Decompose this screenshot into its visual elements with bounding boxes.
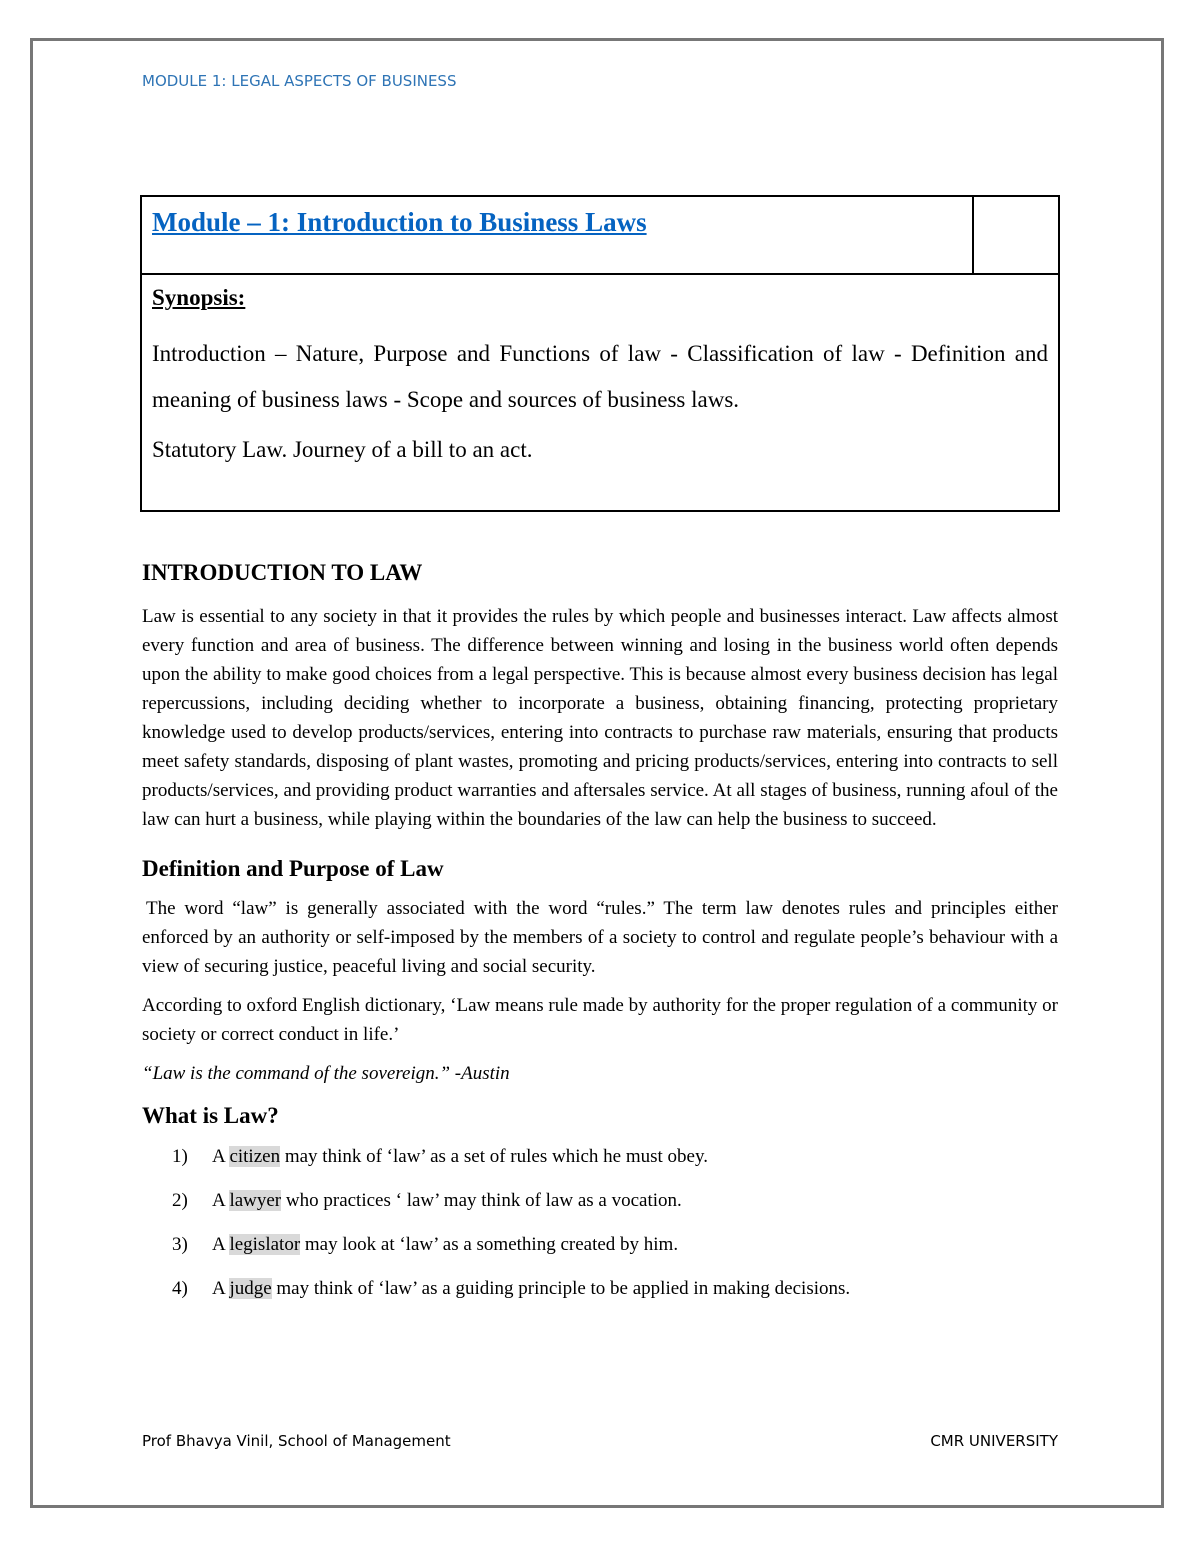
law-list — [142, 1143, 1058, 1303]
page-header: MODULE 1: LEGAL ASPECTS OF BUSINESS — [142, 72, 457, 90]
synopsis-body — [142, 275, 1058, 463]
footer-author: Prof Bhavya Vinil, School of Management — [142, 1432, 451, 1450]
list-item: 1) A citizen may think of ‘law’ as a set of rules which he must obey. — [172, 1146, 708, 1167]
page-footer — [142, 1432, 1058, 1450]
synopsis-label: Synopsis: — [152, 285, 246, 310]
box-title-row — [142, 197, 1058, 275]
definition-heading: Definition and Purpose of Law — [142, 856, 444, 881]
main-content — [142, 560, 1058, 1319]
intro-heading: INTRODUCTION TO LAW — [142, 560, 423, 585]
footer-university: CMR UNIVERSITY — [930, 1432, 1058, 1450]
synopsis-text: Introduction – Nature, Purpose and Functions of law - Classification of law - Definition and meaning of business laws - Scope and sources of business laws. — [152, 341, 1048, 412]
highlighted-term: citizen — [229, 1146, 281, 1167]
module-title: Module – 1: Introduction to Business Laws — [152, 207, 647, 237]
list-item: 2) A lawyer who practices ‘ law’ may think of law as a vocation. — [172, 1190, 682, 1211]
list-item: 3) A legislator may look at ‘law’ as a something created by him. — [172, 1234, 679, 1255]
synopsis-text-2: Statutory Law. Journey of a bill to an act. — [152, 437, 533, 462]
definition-paragraph-1: The word “law” is generally associated with the word “rules.” The term law denotes rules and principles either enforced by an authority or self-imposed by the members of a society to control and regulate people’s behaviour with a view of securing justice, peaceful living and social security. — [142, 898, 1058, 977]
synopsis-box — [140, 195, 1060, 512]
highlighted-term: lawyer — [229, 1190, 282, 1211]
what-is-law-heading: What is Law? — [142, 1103, 279, 1128]
empty-cell — [972, 197, 1058, 273]
list-item: 4) A judge may think of ‘law’ as a guiding principle to be applied in making decisions. — [172, 1278, 851, 1299]
definition-paragraph-2: According to oxford English dictionary, ‘Law means rule made by authority for the proper regulation of a community or society or correct conduct in life.’ — [142, 995, 1058, 1045]
highlighted-term: legislator — [229, 1234, 301, 1255]
intro-paragraph: Law is essential to any society in that it provides the rules by which people and businesses interact. Law affects almost every function and area of business. The difference between winning and losing in the business world often depends upon the ability to make good choices from a legal perspective. This is because almost every business decision has legal repercussions, including deciding whether to incorporate a business, obtaining financing, protecting proprietary knowledge used to develop products/services, entering into contracts to purchase raw materials, ensuring that products meet safety standards, disposing of plant wastes, promoting and pricing products/services, entering into contracts to sell products/services, and providing product warranties and aftersales service. At all stages of business, running afoul of the law can hurt a business, while playing within the boundaries of the law can help the business to succeed. — [142, 606, 1058, 830]
austin-quote: “Law is the command of the sovereign.” -Austin — [142, 1063, 510, 1084]
highlighted-term: judge — [229, 1278, 272, 1299]
